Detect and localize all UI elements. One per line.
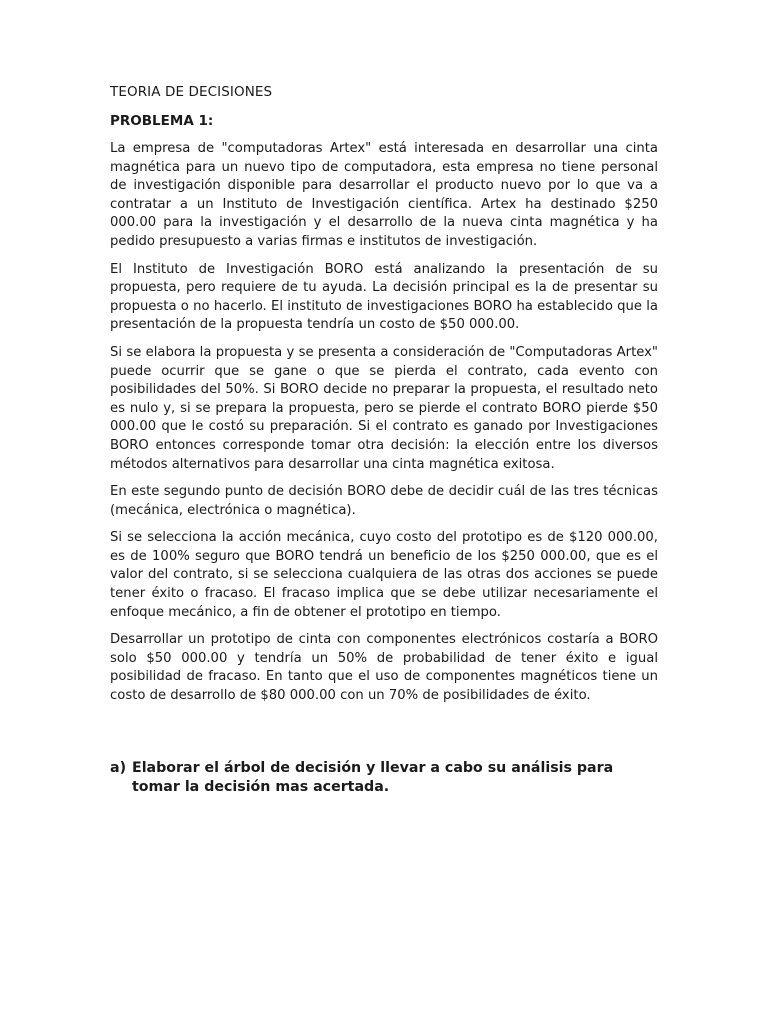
question-item-a bbox=[110, 759, 658, 797]
paragraph-6: Desarrollar un prototipo de cinta con componentes electrónicos costaría a BORO solo $50 000.00 y tendría un 50% de probabilidad de tener éxito e igual posibilidad de fracaso. En tanto que el uso de componentes magnéticos tiene un costo de desarrollo de $80 000.00 con un 70% de posibilidades de éxito. bbox=[110, 632, 658, 704]
paragraph-5: Si se selecciona la acción mecánica, cuyo costo del prototipo es de $120 000.00, es de 100% seguro que BORO tendrá un beneficio de los $250 000.00, que es el valor del contrato, si se selecciona cualquiera de las otras dos acciones se puede tener éxito o fracaso. El fracaso implica que se debe utilizar necesariamente el enfoque mecánico, a fin de obtener el prototipo en tiempo. bbox=[110, 530, 658, 620]
problem-heading: PROBLEMA 1: bbox=[110, 113, 214, 129]
question-marker: a) bbox=[110, 759, 127, 776]
paragraph-2: El Instituto de Investigación BORO está analizando la presentación de su propuesta, pero requiere de tu ayuda. La decisión principal es la de presentar su propuesta o no hacerlo. El instituto de investigaciones BORO ha establecido que la presentación de la propuesta tendría un costo de $50 000.00. bbox=[110, 261, 658, 333]
document-page bbox=[110, 84, 658, 797]
document-title: TEORIA DE DECISIONES bbox=[110, 84, 273, 100]
blank-space bbox=[110, 715, 658, 759]
question-text: Elaborar el árbol de decisión y llevar a cabo su análisis para tomar la decisión mas acertada. bbox=[132, 759, 614, 795]
paragraph-4: En este segundo punto de decisión BORO debe de decidir cuál de las tres técnicas (mecánica, electrónica o magnética). bbox=[110, 484, 658, 518]
paragraph-3: Si se elabora la propuesta y se presenta a consideración de "Computadoras Artex" puede ocurrir que se gane o que se pierda el contrato, cada evento con posibilidades del 50%. Si BORO decide no preparar la propuesta, el resultado neto es nulo y, si se prepara la propuesta, pero se pierde el contrato BORO pierde $50 000.00 que le costó su preparación. Si el contrato es ganado por Investigaciones BORO entonces corresponde tomar otra decisión: la elección entre los diversos métodos alternativos para desarrollar una cinta magnética exitosa. bbox=[110, 344, 658, 472]
paragraph-1: La empresa de "computadoras Artex" está interesada en desarrollar una cinta magnética para un nuevo tipo de computadora, esta empresa no tiene personal de investigación disponible para desarrollar el producto nuevo por lo que va a contratar a un Instituto de Investigación científica. Artex ha destinado $250 000.00 para la investigación y el desarrollo de la nueva cinta magnética y ha pedido presupuesto a varias firmas e institutos de investigación. bbox=[110, 141, 658, 249]
